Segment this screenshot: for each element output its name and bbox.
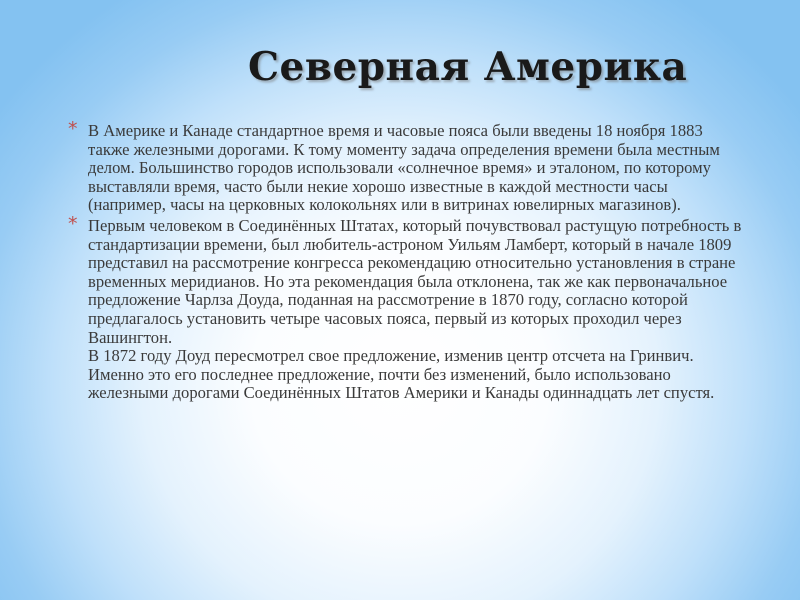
bullet-2-paragraph-2: В 1872 году Доуд пересмотрел свое предложение, изменив центр отсчета на Гринвич. Именно это его последнее предложение, почти без изменений, было использовано железными дорогами Соединённых Штатов Америки и Канады одиннадцать лет спустя. <box>88 346 715 403</box>
bullet-list <box>68 118 744 405</box>
bullet-marker-icon: * <box>68 212 78 235</box>
bullet-item-2 <box>68 212 744 403</box>
slide-title: Северная Америка <box>248 44 688 90</box>
bullet-2-paragraph-1: Первым человеком в Соединённых Штатах, который почувствовал растущую потребность в стандартизации времени, был любитель-астроном Уильям Ламберт, который в начале 1809 представил на рассмотрение конгресса рекомендацию относительно установления в стране временных меридианов. Но эта рекомендация была отклонена, так же как первоначальное предложение Чарлза Доуда, поданная на рассмотрение в 1870 году, согласно которой предлагалось установить четыре часовых пояса, первый из которых проходил через Вашингтон. <box>88 215 742 347</box>
bullet-marker-icon: * <box>68 118 78 140</box>
bullet-item-1 <box>68 118 744 215</box>
bullet-1-paragraph-1: В Америке и Канаде стандартное время и часовые пояса были введены 18 ноября 1883 также железными дорогами. К тому моменту задача определения времени была местным делом. Большинство городов использовали «солнечное время» и эталоном, по которому выставляли время, часто были некие хорошо известные в каждой местности часы (например, часы на церковных колокольнях или в витринах ювелирных магазинов). <box>88 121 720 215</box>
